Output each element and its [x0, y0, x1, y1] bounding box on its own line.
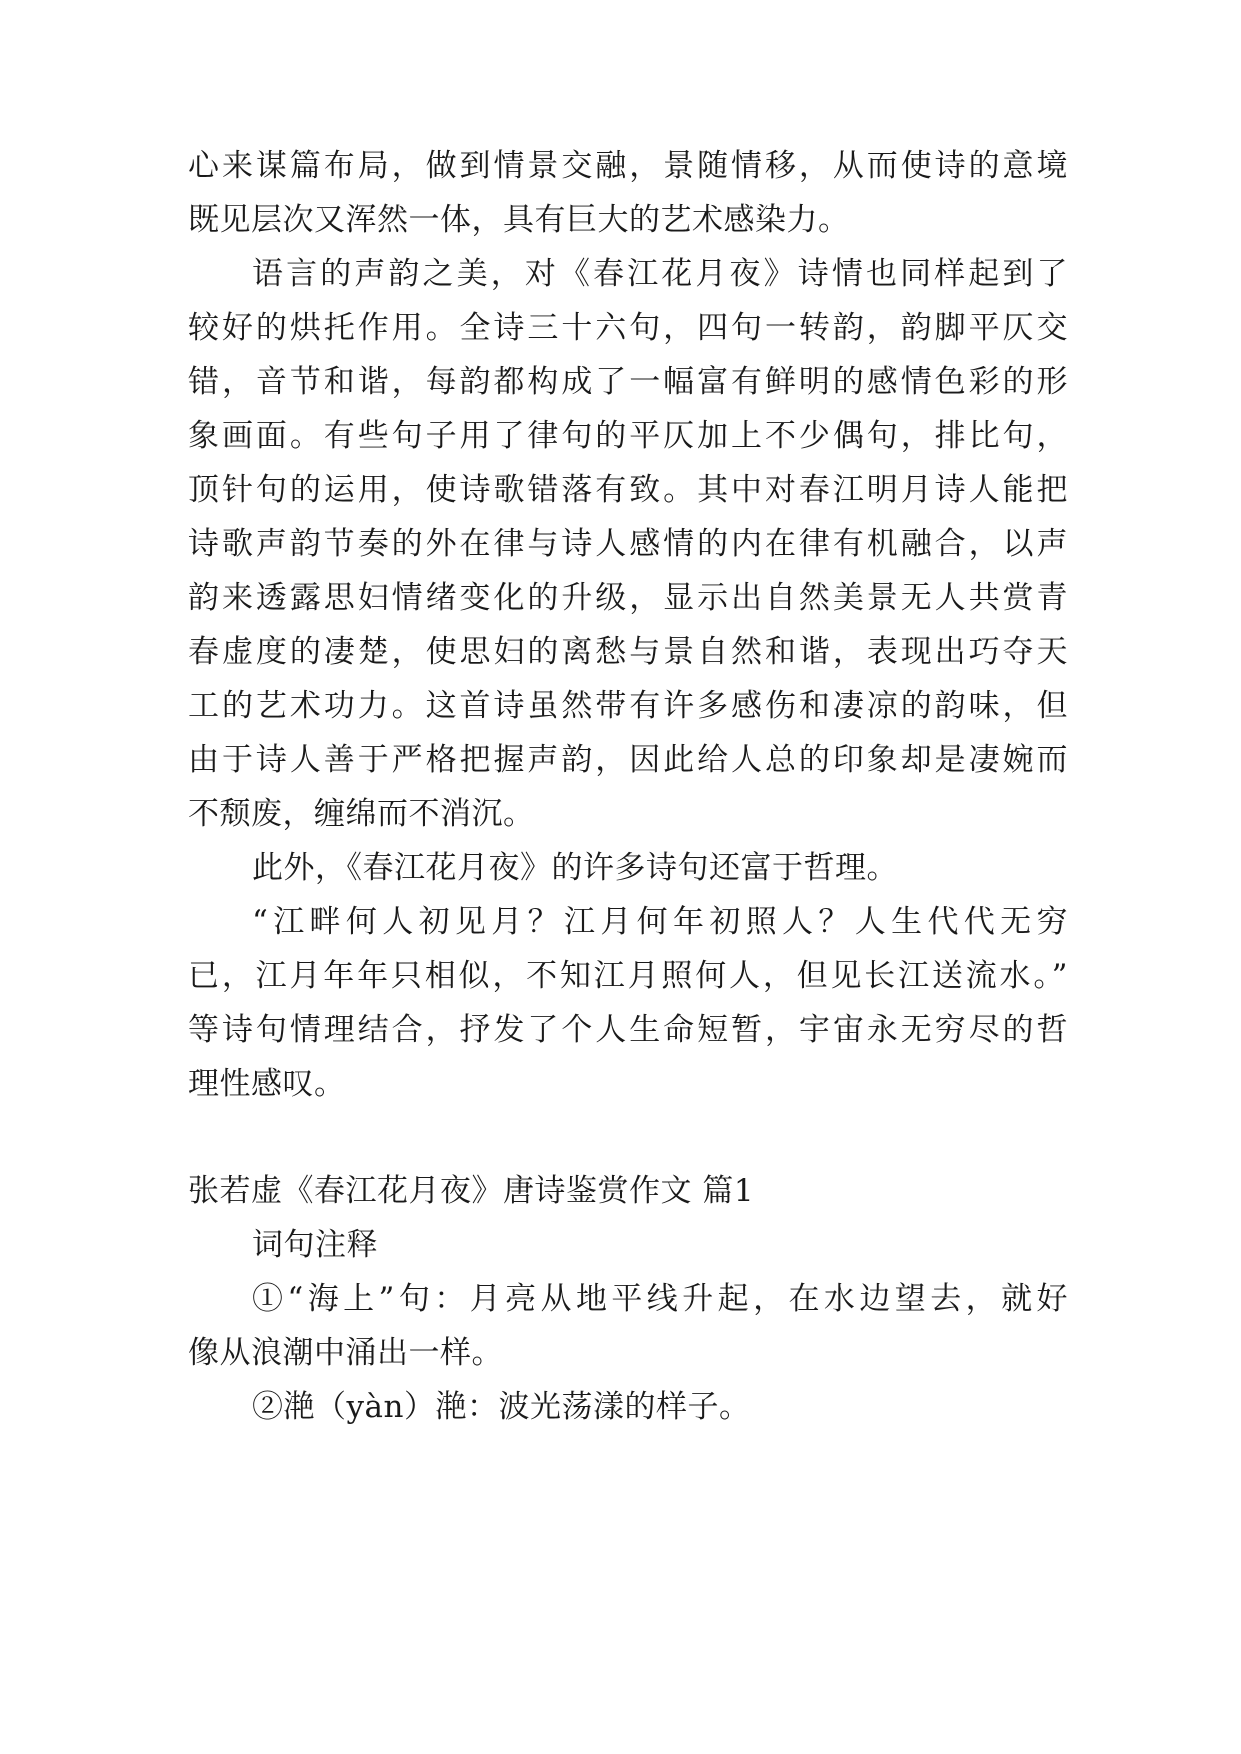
paragraph-line: 由于诗人善于严格把握声韵，因此给人总的印象却是凄婉而 — [188, 742, 1068, 778]
paragraph-line: 此外，《春江花月夜》的许多诗句还富于哲理。 — [252, 850, 898, 886]
paragraph-line: 工的艺术功力。这首诗虽然带有许多感伤和凄凉的韵味，但 — [188, 688, 1068, 724]
subheading: 词句注释 — [252, 1227, 378, 1263]
annotation-line: ②滟（yàn）滟：波光荡漾的样子。 — [252, 1389, 751, 1425]
paragraph-line: 语言的声韵之美，对《春江花月夜》诗情也同样起到了 — [252, 256, 1068, 292]
paragraph-line: 顶针句的运用，使诗歌错落有致。其中对春江明月诗人能把 — [188, 472, 1068, 508]
paragraph-line: 等诗句情理结合，抒发了个人生命短暂，宇宙永无穷尽的哲 — [188, 1012, 1068, 1048]
paragraph-line: 错，音节和谐，每韵都构成了一幅富有鲜明的感情色彩的形 — [188, 364, 1068, 400]
paragraph-line: 春虚度的凄楚，使思妇的离愁与景自然和谐，表现出巧夺天 — [188, 634, 1068, 670]
paragraph-line: 韵来透露思妇情绪变化的升级，显示出自然美景无人共赏青 — [188, 580, 1068, 616]
paragraph-line: 理性感叹。 — [188, 1066, 346, 1102]
paragraph-line: 诗歌声韵节奏的外在律与诗人感情的内在律有机融合，以声 — [188, 526, 1068, 562]
paragraph-line: 心来谋篇布局，做到情景交融，景随情移，从而使诗的意境 — [188, 148, 1068, 184]
paragraph-line: 不颓废，缠绵而不消沉。 — [188, 796, 535, 832]
paragraph-line: 较好的烘托作用。全诗三十六句，四句一转韵，韵脚平仄交 — [188, 310, 1068, 346]
annotation-line: 像从浪潮中涌出一样。 — [188, 1335, 503, 1371]
section-heading: 张若虚《春江花月夜》唐诗鉴赏作文 篇1 — [188, 1173, 755, 1209]
paragraph-line: 象画面。有些句子用了律句的平仄加上不少偶句，排比句， — [188, 418, 1068, 454]
paragraph-line: 既见层次又浑然一体，具有巨大的艺术感染力。 — [188, 202, 850, 238]
quote-line: 已，江月年年只相似，不知江月照何人，但见长江送流水。” — [188, 958, 1068, 994]
annotation-line: ①“海上”句：月亮从地平线升起，在水边望去，就好 — [252, 1281, 1068, 1317]
quote-line: “江畔何人初见月？江月何年初照人？人生代代无穷 — [252, 904, 1068, 940]
